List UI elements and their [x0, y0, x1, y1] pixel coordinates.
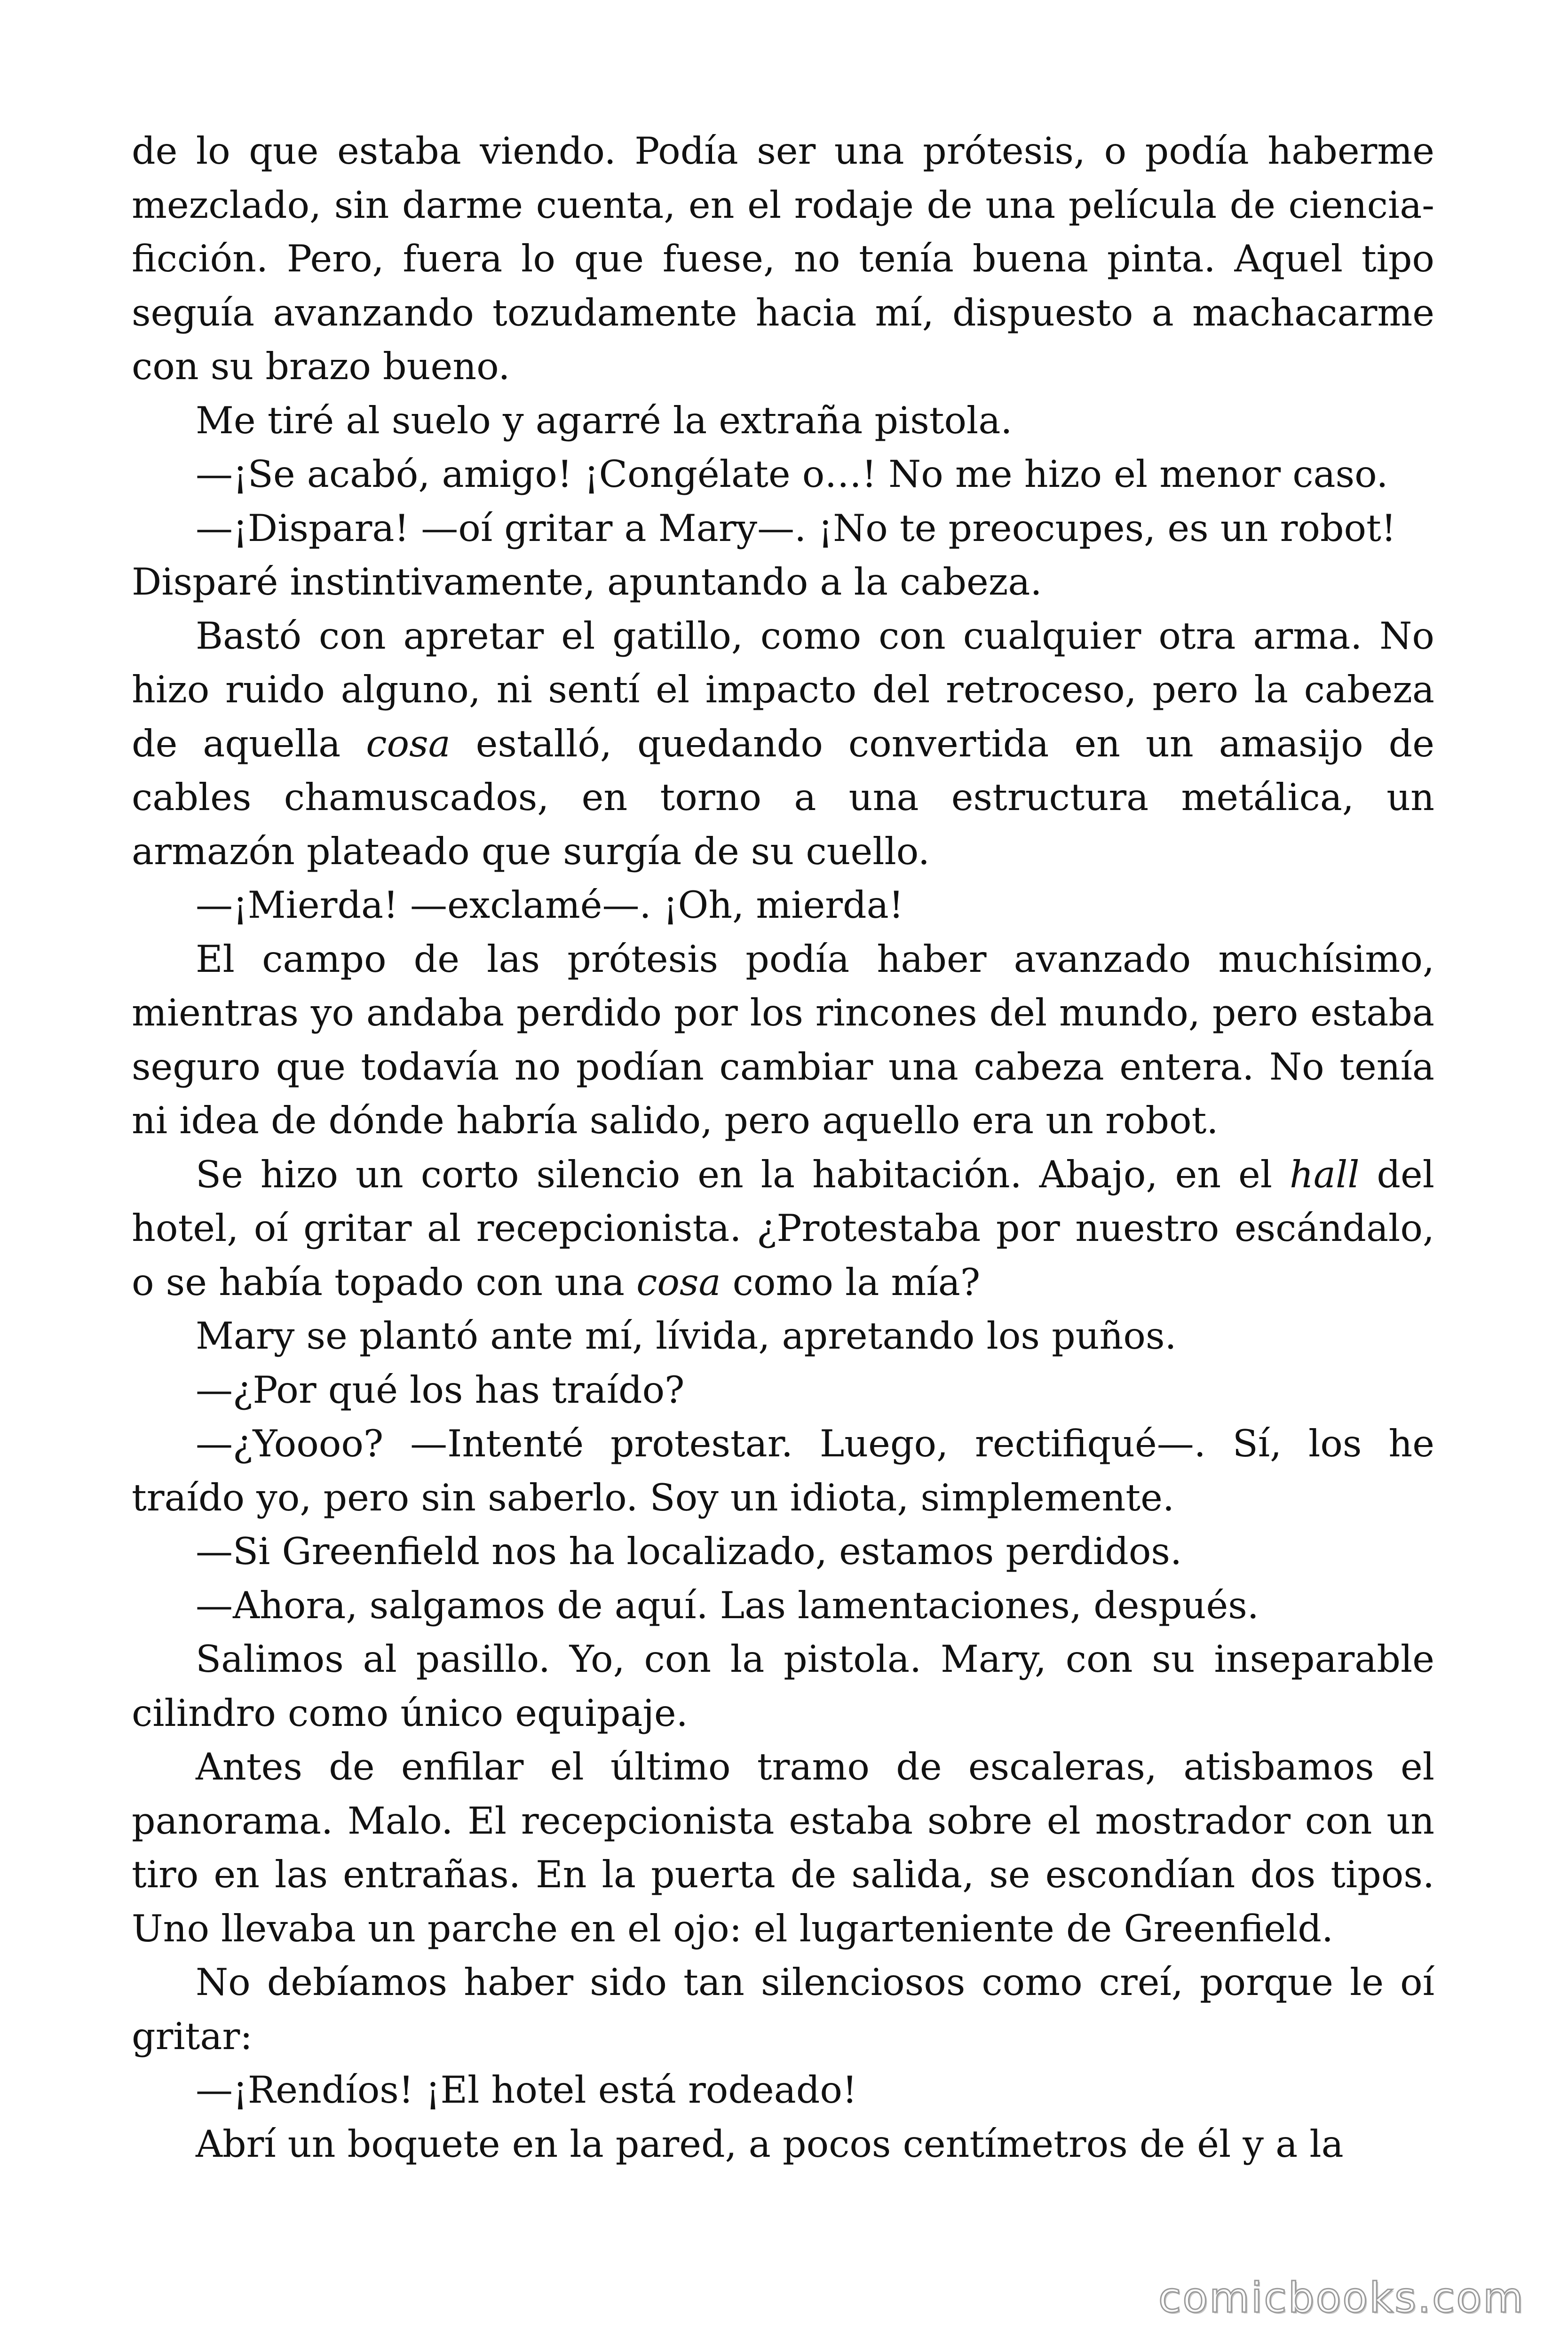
- paragraph-9-text-c: como la mía?: [721, 1260, 981, 1304]
- paragraph-13: —Si Greenfield nos ha localizado, estamos perdidos.: [196, 1530, 1182, 1573]
- paragraph-17: No debíamos haber sido tan silenciosos como creí, porque le oí gritar:: [132, 1961, 1434, 2058]
- paragraph-15: Salimos al pasillo. Yo, con la pistola. Mary, con su inseparable cilindro como único equipaje.: [132, 1637, 1434, 1735]
- paragraph-12: —¿Yoooo? —Intenté protestar. Luego, rectifiqué—. Sí, los he traído yo, pero sin saberlo. Soy un idiota, simplemente.: [132, 1422, 1434, 1519]
- paragraph-9-emphasis-1: hall: [1289, 1152, 1360, 1196]
- paragraph-1: de lo que estaba viendo. Podía ser una prótesis, o podía haberme mezclado, sin darme cuenta, en el rodaje de una película de ciencia-ficción. Pero, fuera lo que fuese, no tenía buena pinta. Aquel tipo seguía avanzando tozudamente hacia mí, dispuesto a machacarme con su brazo bueno.: [132, 129, 1434, 388]
- paragraph-16: Antes de enfilar el último tramo de escaleras, atisbamos el panorama. Malo. El recepcionista estaba sobre el mostrador con un tiro en las entrañas. En la puerta de salida, se escondían dos tipos. Uno llevaba un parche en el ojo: el lugarteniente de Greenfield.: [132, 1745, 1434, 1950]
- watermark: comicbooks.com: [1158, 2273, 1525, 2322]
- paragraph-5: Disparé instintivamente, apuntando a la cabeza.: [132, 560, 1042, 604]
- paragraph-6-emphasis: cosa: [366, 722, 451, 765]
- paragraph-3: —¡Se acabó, amigo! ¡Congélate o…! No me hizo el menor caso.: [196, 453, 1388, 496]
- paragraph-11: —¿Por qué los has traído?: [196, 1368, 685, 1412]
- paragraph-8: El campo de las prótesis podía haber avanzado muchísimo, mientras yo andaba perdido por los rincones del mundo, pero estaba seguro que todavía no podían cambiar una cabeza entera. No tenía ni idea de dónde habría salido, pero aquello era un robot.: [132, 937, 1434, 1142]
- paragraph-2: Me tiré al suelo y agarré la extraña pistola.: [196, 398, 1013, 442]
- paragraph-7: —¡Mierda! —exclamé—. ¡Oh, mierda!: [196, 883, 904, 927]
- paragraph-18: —¡Rendíos! ¡El hotel está rodeado!: [196, 2068, 857, 2112]
- paragraph-6-text-b: estalló, quedando convertida en un amasijo de cables chamuscados, en torno a una estructura metálica, un armazón plateado que surgía de su cuello.: [132, 722, 1435, 873]
- paragraph-6-text-a: Bastó con apretar el gatillo, como con cualquier otra arma. No hizo ruido alguno, ni sentí el impacto del retroceso, pero la cabeza de aquella: [132, 614, 1434, 765]
- paragraph-9-text-a: Se hizo un corto silencio en la habitación. Abajo, en el: [196, 1152, 1290, 1196]
- paragraph-4: —¡Dispara! —oí gritar a Mary—. ¡No te preocupes, es un robot!: [196, 506, 1396, 550]
- paragraph-9-text-b: del hotel, oí gritar al recepcionista. ¿Protestaba por nuestro escándalo, o se había topado con una: [132, 1152, 1435, 1304]
- paragraph-14: —Ahora, salgamos de aquí. Las lamentaciones, después.: [196, 1583, 1259, 1627]
- paragraph-6: [132, 609, 1434, 879]
- paragraph-9: [132, 1148, 1434, 1310]
- paragraph-19: Abrí un boquete en la pared, a pocos centímetros de él y a la: [196, 2122, 1344, 2166]
- paragraph-9-emphasis-2: cosa: [636, 1260, 721, 1304]
- paragraph-10: Mary se plantó ante mí, lívida, apretando los puños.: [196, 1314, 1177, 1358]
- page-text: [132, 124, 1434, 2171]
